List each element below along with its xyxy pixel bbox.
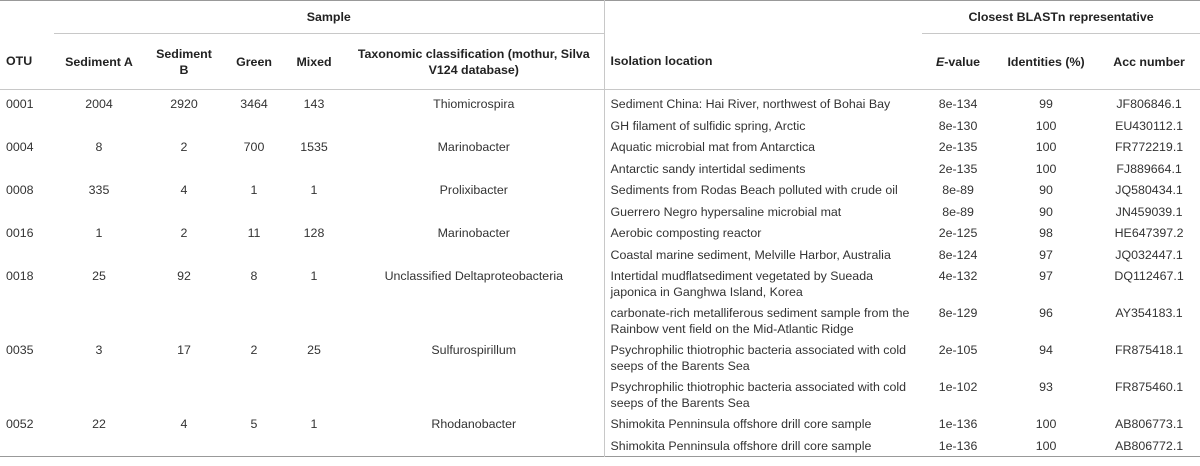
isolation-location-cell: Intertidal mudflatsediment vegetated by Sueada japonica in Ganghwa Island, Korea	[604, 265, 922, 302]
identities-cell: 100	[1035, 161, 1057, 176]
empty-cell	[224, 302, 284, 339]
taxonomic-classification-cell: Thiomicrospira	[433, 97, 515, 111]
acc-number-cell: JQ580434.1	[1115, 183, 1183, 197]
table-row	[0, 179, 1200, 201]
empty-cell	[224, 244, 284, 266]
identities-cell: 90	[1039, 204, 1053, 219]
empty-cell	[0, 201, 54, 223]
identities-cell: 93	[1039, 380, 1053, 394]
identities-cell: 96	[1039, 306, 1053, 320]
acc-number-cell: JN459039.1	[1115, 204, 1183, 219]
empty-cell	[0, 435, 54, 457]
acc-number-cell: JQ032447.1	[1115, 247, 1183, 262]
mixed-cell: 1	[310, 269, 318, 283]
green-cell: 8	[250, 269, 258, 283]
empty-cell	[0, 244, 54, 266]
green-cell: 700	[243, 140, 265, 154]
empty-cell	[224, 376, 284, 413]
col-header-sediment-b: Sediment B	[156, 46, 212, 77]
col-header-taxonomic-classification: Taxonomic classification (mothur, Silva V124 database)	[357, 46, 590, 77]
identities-cell: 97	[1039, 269, 1053, 283]
identities-cell: 100	[1035, 140, 1057, 154]
identities-cell: 90	[1039, 183, 1053, 197]
isolation-location-cell: Shimokita Penninsula offshore drill core sample	[604, 413, 922, 435]
isolation-location-cell: Aquatic microbial mat from Antarctica	[604, 136, 922, 158]
empty-cell	[344, 244, 604, 266]
evalue-cell: 1e-136	[938, 438, 978, 453]
identities-cell: 100	[1035, 118, 1057, 133]
empty-cell	[344, 376, 604, 413]
sediment-b-cell: 2	[180, 140, 188, 154]
empty-cell	[224, 158, 284, 180]
empty-cell	[54, 201, 144, 223]
empty-cell	[0, 302, 54, 339]
sediment-a-cell: 25	[92, 269, 106, 283]
evalue-cell: 2e-135	[938, 140, 978, 154]
blast-group-spacer-left	[604, 1, 922, 34]
evalue-cell: 2e-125	[938, 226, 978, 240]
empty-cell	[54, 158, 144, 180]
sediment-a-cell: 2004	[85, 97, 113, 111]
identities-cell: 100	[1035, 417, 1057, 431]
acc-number-cell: FR772219.1	[1114, 140, 1184, 154]
evalue-cell: 8e-89	[942, 183, 974, 197]
isolation-location-cell: Psychrophilic thiotrophic bacteria associated with cold seeps of the Barents Sea	[604, 376, 922, 413]
otu-group-spacer	[0, 1, 54, 34]
empty-cell	[344, 435, 604, 457]
taxonomic-classification-cell: Unclassified Deltaproteobacteria	[384, 269, 563, 283]
acc-number-cell: FR875460.1	[1114, 380, 1184, 394]
col-header-acc-number: Acc number	[1113, 54, 1185, 69]
empty-cell	[0, 376, 54, 413]
empty-cell	[284, 302, 344, 339]
sediment-a-cell: 22	[92, 417, 106, 431]
green-cell: 11	[247, 226, 261, 240]
empty-cell	[284, 435, 344, 457]
mixed-cell: 1	[310, 183, 318, 197]
col-header-mixed: Mixed	[296, 54, 332, 69]
table-body	[0, 90, 1200, 457]
isolation-location-cell: Guerrero Negro hypersaline microbial mat	[604, 201, 922, 223]
empty-cell	[284, 201, 344, 223]
col-header-green: Green	[236, 54, 272, 69]
empty-cell	[224, 115, 284, 137]
table-row	[0, 376, 1200, 413]
otu-cell: 0052	[6, 417, 34, 431]
acc-number-cell: FR875418.1	[1114, 343, 1184, 357]
empty-cell	[144, 158, 224, 180]
empty-cell	[54, 244, 144, 266]
table-row	[0, 244, 1200, 266]
green-cell: 3464	[240, 97, 268, 111]
isolation-location-cell: GH filament of sulfidic spring, Arctic	[604, 115, 922, 137]
col-header-isolation-location: Isolation location	[604, 34, 922, 90]
evalue-cell: 1e-136	[938, 417, 978, 431]
mixed-cell: 143	[303, 97, 325, 111]
taxonomic-classification-cell: Prolixibacter	[439, 183, 508, 197]
isolation-location-cell: Antarctic sandy intertidal sediments	[604, 158, 922, 180]
table-row	[0, 265, 1200, 302]
green-cell: 5	[250, 417, 258, 431]
sediment-b-cell: 2920	[170, 97, 198, 111]
sediment-a-cell: 8	[95, 140, 103, 154]
acc-number-cell: AB806772.1	[1114, 438, 1184, 453]
sediment-b-cell: 4	[180, 417, 188, 431]
evalue-cell: 8e-130	[938, 118, 978, 133]
acc-number-cell: FJ889664.1	[1116, 161, 1182, 176]
empty-cell	[54, 115, 144, 137]
mixed-cell: 1535	[300, 140, 328, 154]
otu-cell: 0016	[6, 226, 34, 240]
col-header-sediment-a: Sediment A	[65, 54, 133, 69]
identities-cell: 97	[1039, 247, 1053, 262]
mixed-cell: 25	[307, 343, 321, 357]
evalue-cell: 4e-132	[938, 269, 978, 283]
evalue-suffix: -value	[944, 54, 981, 69]
table-row	[0, 158, 1200, 180]
sediment-b-cell: 4	[180, 183, 188, 197]
identities-cell: 94	[1039, 343, 1053, 357]
empty-cell	[284, 244, 344, 266]
empty-cell	[0, 158, 54, 180]
acc-number-cell: AY354183.1	[1115, 306, 1183, 320]
identities-cell: 98	[1039, 226, 1053, 240]
empty-cell	[284, 158, 344, 180]
sediment-b-cell: 2	[180, 226, 188, 240]
sample-group-header: Sample	[54, 1, 604, 34]
col-header-otu: OTU	[6, 54, 33, 69]
empty-cell	[54, 302, 144, 339]
empty-cell	[144, 115, 224, 137]
isolation-location-cell: Sediments from Rodas Beach polluted with crude oil	[604, 179, 922, 201]
empty-cell	[144, 244, 224, 266]
empty-cell	[144, 302, 224, 339]
table-row	[0, 339, 1200, 376]
empty-cell	[224, 201, 284, 223]
identities-cell: 100	[1035, 438, 1057, 453]
empty-cell	[344, 158, 604, 180]
acc-number-cell: HE647397.2	[1114, 226, 1184, 240]
taxonomic-classification-cell: Sulfurospirillum	[431, 343, 517, 357]
isolation-location-cell: Shimokita Penninsula offshore drill core sample	[604, 435, 922, 457]
otu-cell: 0001	[6, 97, 34, 111]
sediment-a-cell: 1	[95, 226, 103, 240]
identities-cell: 99	[1039, 97, 1053, 111]
isolation-location-cell: carbonate-rich metalliferous sediment sample from the Rainbow vent field on the Mid-Atlantic Ridge	[604, 302, 922, 339]
table-row	[0, 413, 1200, 435]
empty-cell	[144, 435, 224, 457]
table-row	[0, 302, 1200, 339]
evalue-cell: 2e-105	[938, 343, 978, 357]
acc-number-cell: EU430112.1	[1115, 118, 1184, 133]
empty-cell	[54, 376, 144, 413]
table-row	[0, 90, 1200, 115]
otu-cell: 0004	[6, 140, 34, 154]
taxonomic-classification-cell: Rhodanobacter	[431, 417, 517, 431]
table-row	[0, 201, 1200, 223]
isolation-location-cell: Aerobic composting reactor	[604, 222, 922, 244]
empty-cell	[284, 115, 344, 137]
empty-cell	[0, 115, 54, 137]
evalue-cell: 8e-134	[938, 97, 978, 111]
mixed-cell: 128	[303, 226, 325, 240]
acc-number-cell: DQ112467.1	[1114, 269, 1184, 283]
empty-cell	[144, 376, 224, 413]
table-row	[0, 222, 1200, 244]
sediment-b-cell: 92	[177, 269, 191, 283]
taxonomic-classification-cell: Marinobacter	[437, 226, 510, 240]
col-header-identities: Identities (%)	[1007, 54, 1085, 69]
evalue-cell: 8e-129	[938, 306, 978, 320]
sediment-a-cell: 3	[95, 343, 103, 357]
green-cell: 1	[250, 183, 258, 197]
evalue-cell: 2e-135	[938, 161, 978, 176]
empty-cell	[344, 201, 604, 223]
table-row	[0, 115, 1200, 137]
empty-cell	[284, 376, 344, 413]
mixed-cell: 1	[310, 417, 318, 431]
isolation-location-cell: Coastal marine sediment, Melville Harbor, Australia	[604, 244, 922, 266]
otu-cell: 0008	[6, 183, 34, 197]
evalue-cell: 8e-89	[942, 204, 974, 219]
evalue-italic-e: E	[936, 54, 945, 69]
taxonomic-classification-cell: Marinobacter	[437, 140, 510, 154]
empty-cell	[54, 435, 144, 457]
green-cell: 2	[250, 343, 258, 357]
isolation-location-cell: Psychrophilic thiotrophic bacteria associated with cold seeps of the Barents Sea	[604, 339, 922, 376]
col-header-evalue	[922, 34, 994, 90]
acc-number-cell: JF806846.1	[1116, 97, 1182, 111]
otu-cell: 0035	[6, 343, 34, 357]
isolation-location-cell: Sediment China: Hai River, northwest of Bohai Bay	[604, 90, 922, 115]
evalue-cell: 8e-124	[938, 247, 978, 262]
table-row	[0, 435, 1200, 457]
empty-cell	[344, 115, 604, 137]
acc-number-cell: AB806773.1	[1114, 417, 1184, 431]
empty-cell	[344, 302, 604, 339]
otu-cell: 0018	[6, 269, 34, 283]
sediment-b-cell: 17	[177, 343, 191, 357]
blast-group-header: Closest BLASTn representative	[922, 1, 1200, 34]
empty-cell	[224, 435, 284, 457]
evalue-cell: 1e-102	[938, 380, 978, 394]
empty-cell	[144, 201, 224, 223]
sediment-a-cell: 335	[88, 183, 110, 197]
table-row	[0, 136, 1200, 158]
